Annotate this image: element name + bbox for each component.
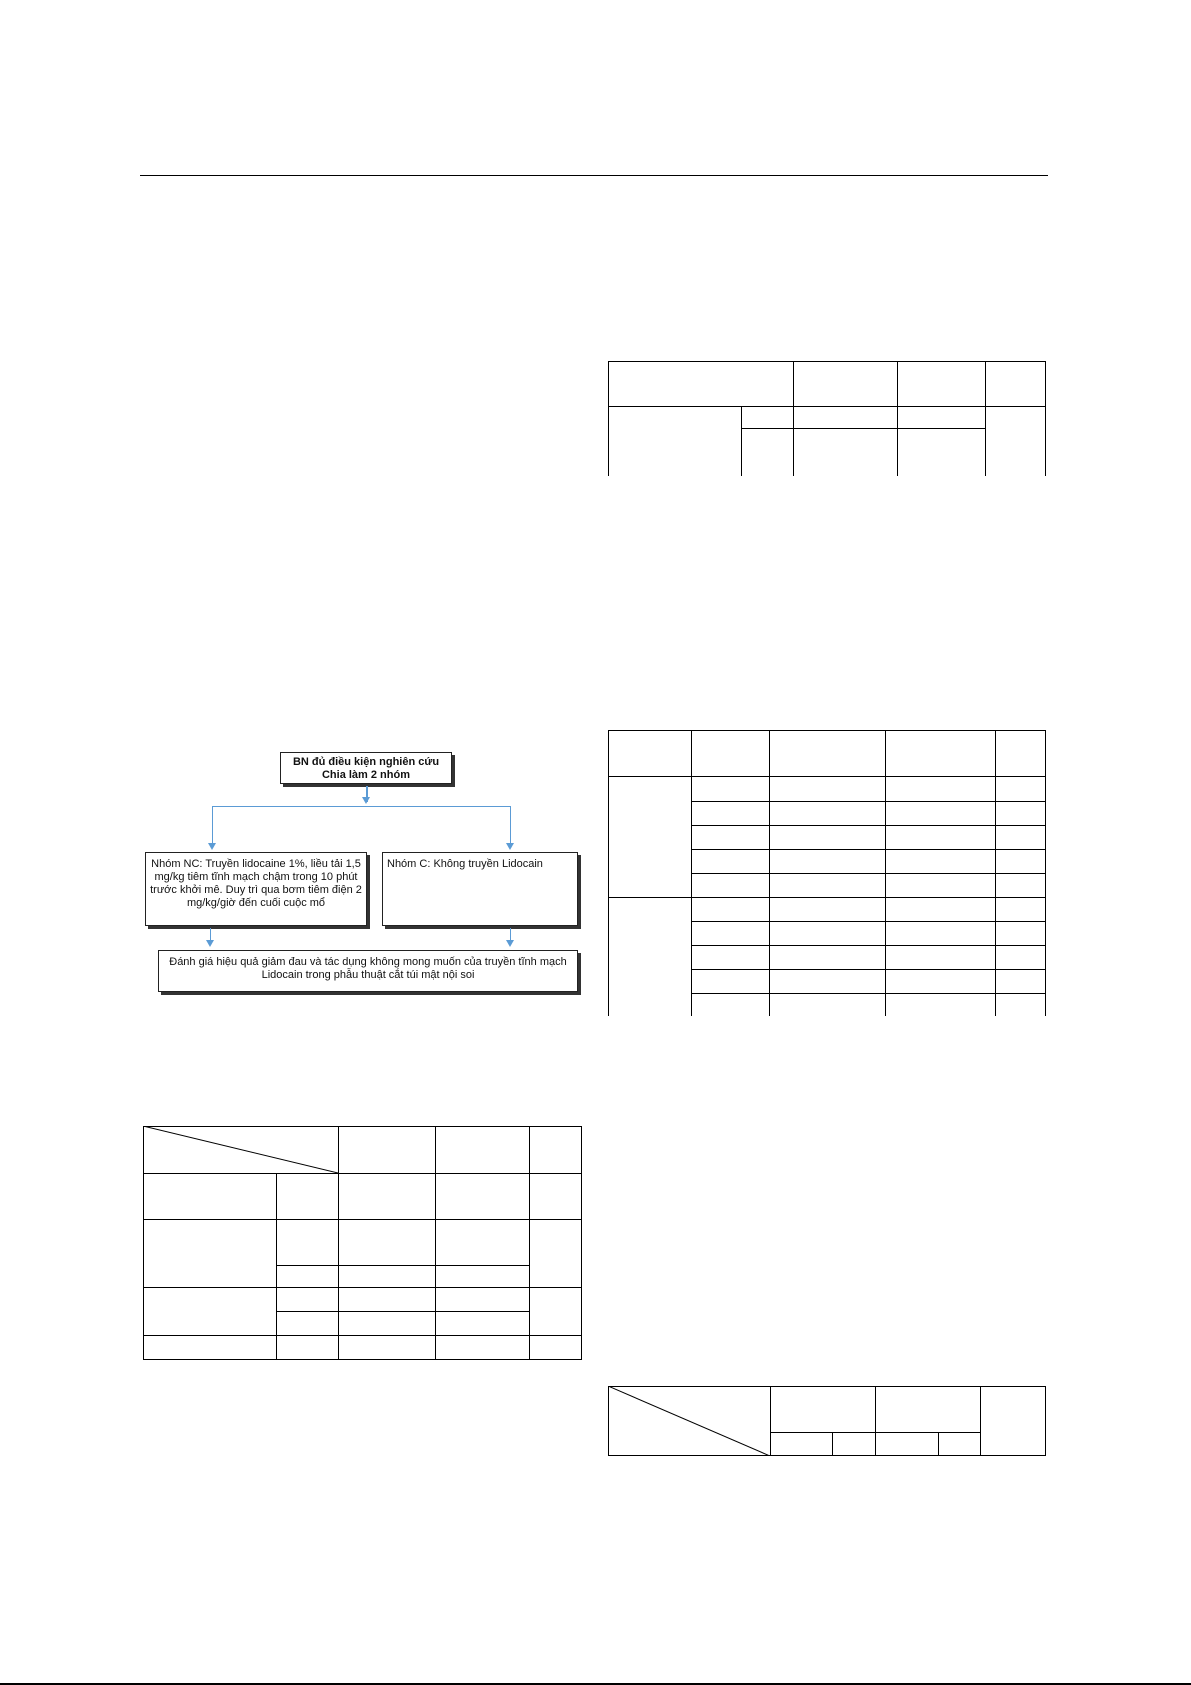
flow-connector xyxy=(510,806,511,844)
header-rule xyxy=(140,175,1048,176)
flow-arrowhead xyxy=(506,843,514,850)
flow-arrowhead xyxy=(506,940,514,947)
flow-connector xyxy=(212,806,510,807)
flow-bottom-text: Đánh giá hiệu quả giảm đau và tác dụng không mong muốn của truyền tĩnh mạch Lidocain trong phẫu thuật cắt túi mật nội soi xyxy=(169,956,567,981)
flow-box-bottom xyxy=(158,950,578,992)
flow-left-text: Nhóm NC: Truyền lidocaine 1%, liều tải 1,5 mg/kg tiêm tĩnh mạch chậm trong 10 phút trước khởi mê. Duy trì qua bơm tiêm điện 2 mg/kg/giờ đến cuối cuộc mổ xyxy=(150,858,362,909)
flow-arrowhead xyxy=(206,940,214,947)
flow-top-line1: BN đủ điều kiện nghiên cứu xyxy=(292,756,440,768)
flow-box-right xyxy=(382,852,578,926)
diagonal-header-line xyxy=(608,1386,770,1456)
flow-connector xyxy=(212,806,213,816)
flow-top-line2: Chia làm 2 nhóm xyxy=(321,769,411,781)
flow-right-text: Nhóm C: Không truyền Lidocain xyxy=(387,858,543,870)
diagonal-header-line xyxy=(143,1126,338,1173)
flow-box-top xyxy=(280,752,452,784)
flow-arrowhead xyxy=(208,843,216,850)
flow-box-left xyxy=(145,852,367,926)
flow-arrowhead xyxy=(362,797,370,804)
